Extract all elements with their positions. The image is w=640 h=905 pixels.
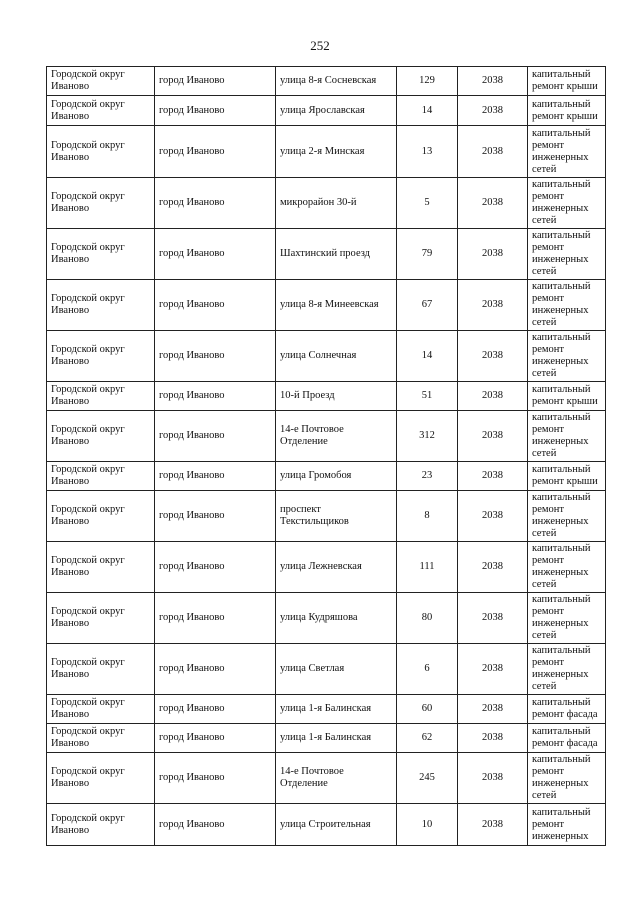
- table-row: [47, 593, 606, 644]
- house-number-cell: 60: [397, 695, 458, 724]
- work-type-cell: капитальный ремонт крыши: [528, 67, 606, 96]
- street-cell: 10-й Проезд: [276, 382, 397, 411]
- district-cell: Городской округ Иваново: [47, 542, 155, 593]
- street-cell: улица 1-я Балинская: [276, 724, 397, 753]
- settlement-cell: город Иваново: [155, 280, 276, 331]
- district-cell: Городской округ Иваново: [47, 724, 155, 753]
- year-cell: 2038: [458, 753, 528, 804]
- year-cell: 2038: [458, 96, 528, 126]
- house-number-cell: 62: [397, 724, 458, 753]
- district-cell: Городской округ Иваново: [47, 96, 155, 126]
- year-cell: 2038: [458, 229, 528, 280]
- work-type-cell: капитальный ремонт инженерных сетей: [528, 542, 606, 593]
- district-cell: Городской округ Иваново: [47, 382, 155, 411]
- work-type-cell: капитальный ремонт крыши: [528, 382, 606, 411]
- district-cell: Городской округ Иваново: [47, 644, 155, 695]
- house-number-cell: 14: [397, 331, 458, 382]
- table-row: [47, 804, 606, 846]
- table-row: [47, 542, 606, 593]
- settlement-cell: город Иваново: [155, 753, 276, 804]
- district-cell: Городской округ Иваново: [47, 67, 155, 96]
- page-number: 252: [310, 38, 330, 53]
- table-row: [47, 753, 606, 804]
- year-cell: 2038: [458, 280, 528, 331]
- street-cell: улица Строительная: [276, 804, 397, 846]
- house-number-cell: 67: [397, 280, 458, 331]
- district-cell: Городской округ Иваново: [47, 411, 155, 462]
- work-type-cell: капитальный ремонт инженерных сетей: [528, 178, 606, 229]
- housing-repair-table: [46, 66, 606, 846]
- settlement-cell: город Иваново: [155, 178, 276, 229]
- district-cell: Городской округ Иваново: [47, 280, 155, 331]
- settlement-cell: город Иваново: [155, 67, 276, 96]
- table-row: [47, 331, 606, 382]
- district-cell: Городской округ Иваново: [47, 695, 155, 724]
- table-row: [47, 695, 606, 724]
- year-cell: 2038: [458, 593, 528, 644]
- house-number-cell: 23: [397, 462, 458, 491]
- district-cell: Городской округ Иваново: [47, 491, 155, 542]
- district-cell: Городской округ Иваново: [47, 331, 155, 382]
- street-cell: улица Светлая: [276, 644, 397, 695]
- settlement-cell: город Иваново: [155, 593, 276, 644]
- street-cell: улица 8-я Сосневская: [276, 67, 397, 96]
- street-cell: улица Ярославская: [276, 96, 397, 126]
- house-number-cell: 312: [397, 411, 458, 462]
- settlement-cell: город Иваново: [155, 542, 276, 593]
- house-number-cell: 14: [397, 96, 458, 126]
- year-cell: 2038: [458, 542, 528, 593]
- year-cell: 2038: [458, 644, 528, 695]
- work-type-cell: капитальный ремонт инженерных сетей: [528, 491, 606, 542]
- work-type-cell: капитальный ремонт фасада: [528, 724, 606, 753]
- house-number-cell: 13: [397, 126, 458, 178]
- settlement-cell: город Иваново: [155, 331, 276, 382]
- district-cell: Городской округ Иваново: [47, 804, 155, 846]
- year-cell: 2038: [458, 695, 528, 724]
- district-cell: Городской округ Иваново: [47, 753, 155, 804]
- work-type-cell: капитальный ремонт инженерных сетей: [528, 280, 606, 331]
- street-cell: улица Солнечная: [276, 331, 397, 382]
- table-row: [47, 126, 606, 178]
- street-cell: улица 2-я Минская: [276, 126, 397, 178]
- district-cell: Городской округ Иваново: [47, 178, 155, 229]
- settlement-cell: город Иваново: [155, 229, 276, 280]
- work-type-cell: капитальный ремонт инженерных сетей: [528, 331, 606, 382]
- year-cell: 2038: [458, 178, 528, 229]
- table-row: [47, 229, 606, 280]
- street-cell: улица Лежневская: [276, 542, 397, 593]
- table-row: [47, 280, 606, 331]
- settlement-cell: город Иваново: [155, 804, 276, 846]
- settlement-cell: город Иваново: [155, 724, 276, 753]
- district-cell: Городской округ Иваново: [47, 126, 155, 178]
- table-row: [47, 411, 606, 462]
- street-cell: улица 1-я Балинская: [276, 695, 397, 724]
- year-cell: 2038: [458, 331, 528, 382]
- settlement-cell: город Иваново: [155, 382, 276, 411]
- street-cell: улица 8-я Минеевская: [276, 280, 397, 331]
- settlement-cell: город Иваново: [155, 491, 276, 542]
- work-type-cell: капитальный ремонт крыши: [528, 96, 606, 126]
- work-type-cell: капитальный ремонт инженерных сетей: [528, 126, 606, 178]
- table-row: [47, 96, 606, 126]
- house-number-cell: 8: [397, 491, 458, 542]
- table-row: [47, 178, 606, 229]
- settlement-cell: город Иваново: [155, 644, 276, 695]
- year-cell: 2038: [458, 724, 528, 753]
- year-cell: 2038: [458, 411, 528, 462]
- work-type-cell: капитальный ремонт инженерных сетей: [528, 593, 606, 644]
- district-cell: Городской округ Иваново: [47, 462, 155, 491]
- year-cell: 2038: [458, 804, 528, 846]
- table-row: [47, 491, 606, 542]
- house-number-cell: 129: [397, 67, 458, 96]
- settlement-cell: город Иваново: [155, 462, 276, 491]
- settlement-cell: город Иваново: [155, 411, 276, 462]
- year-cell: 2038: [458, 491, 528, 542]
- street-cell: микрорайон 30-й: [276, 178, 397, 229]
- work-type-cell: капитальный ремонт инженерных: [528, 804, 606, 846]
- house-number-cell: 79: [397, 229, 458, 280]
- house-number-cell: 5: [397, 178, 458, 229]
- year-cell: 2038: [458, 126, 528, 178]
- work-type-cell: капитальный ремонт инженерных сетей: [528, 753, 606, 804]
- house-number-cell: 6: [397, 644, 458, 695]
- settlement-cell: город Иваново: [155, 96, 276, 126]
- work-type-cell: капитальный ремонт инженерных сетей: [528, 229, 606, 280]
- table-row: [47, 67, 606, 96]
- table-row: [47, 462, 606, 491]
- work-type-cell: капитальный ремонт фасада: [528, 695, 606, 724]
- settlement-cell: город Иваново: [155, 126, 276, 178]
- year-cell: 2038: [458, 67, 528, 96]
- street-cell: Шахтинский проезд: [276, 229, 397, 280]
- work-type-cell: капитальный ремонт крыши: [528, 462, 606, 491]
- work-type-cell: капитальный ремонт инженерных сетей: [528, 644, 606, 695]
- work-type-cell: капитальный ремонт инженерных сетей: [528, 411, 606, 462]
- house-number-cell: 111: [397, 542, 458, 593]
- table-row: [47, 724, 606, 753]
- house-number-cell: 51: [397, 382, 458, 411]
- street-cell: улица Громобоя: [276, 462, 397, 491]
- house-number-cell: 80: [397, 593, 458, 644]
- district-cell: Городской округ Иваново: [47, 593, 155, 644]
- house-number-cell: 10: [397, 804, 458, 846]
- year-cell: 2038: [458, 382, 528, 411]
- district-cell: Городской округ Иваново: [47, 229, 155, 280]
- table-row: [47, 644, 606, 695]
- street-cell: 14-е Почтовое Отделение: [276, 753, 397, 804]
- street-cell: улица Кудряшова: [276, 593, 397, 644]
- table-row: [47, 382, 606, 411]
- year-cell: 2038: [458, 462, 528, 491]
- settlement-cell: город Иваново: [155, 695, 276, 724]
- street-cell: 14-е Почтовое Отделение: [276, 411, 397, 462]
- house-number-cell: 245: [397, 753, 458, 804]
- street-cell: проспект Текстильщиков: [276, 491, 397, 542]
